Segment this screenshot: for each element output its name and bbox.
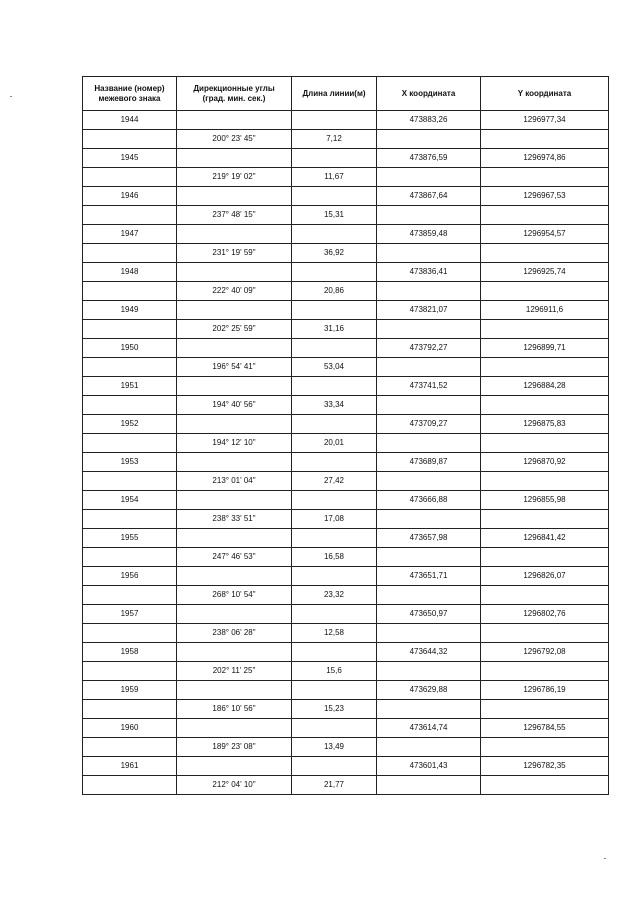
empty-cell xyxy=(177,339,292,358)
empty-cell xyxy=(377,738,481,757)
x-coordinate: 473709,27 xyxy=(377,415,481,434)
empty-cell xyxy=(177,529,292,548)
line-length: 15,31 xyxy=(292,206,377,225)
empty-cell xyxy=(481,244,609,263)
x-coordinate: 473792,27 xyxy=(377,339,481,358)
header-line-length: Длина линии(м) xyxy=(292,77,377,111)
point-row xyxy=(83,111,609,130)
point-row xyxy=(83,415,609,434)
empty-cell xyxy=(292,111,377,130)
x-coordinate: 473821,07 xyxy=(377,301,481,320)
y-coordinate: 1296855,98 xyxy=(481,491,609,510)
line-length: 33,34 xyxy=(292,396,377,415)
point-name: 1960 xyxy=(83,719,177,738)
empty-cell xyxy=(377,586,481,605)
empty-cell xyxy=(481,396,609,415)
empty-cell xyxy=(177,453,292,472)
empty-cell xyxy=(83,662,177,681)
point-row xyxy=(83,339,609,358)
point-row xyxy=(83,567,609,586)
point-row xyxy=(83,529,609,548)
y-coordinate: 1296875,83 xyxy=(481,415,609,434)
direction-angle: 212° 04' 10" xyxy=(177,776,292,795)
empty-cell xyxy=(292,453,377,472)
empty-cell xyxy=(177,757,292,776)
empty-cell xyxy=(481,548,609,567)
empty-cell xyxy=(292,149,377,168)
point-name: 1947 xyxy=(83,225,177,244)
point-row xyxy=(83,187,609,206)
direction-angle: 237° 48' 15" xyxy=(177,206,292,225)
point-row xyxy=(83,491,609,510)
empty-cell xyxy=(83,396,177,415)
empty-cell xyxy=(377,548,481,567)
line-length: 53,04 xyxy=(292,358,377,377)
x-coordinate: 473741,52 xyxy=(377,377,481,396)
header-x-coordinate: X координата xyxy=(377,77,481,111)
line-length: 21,77 xyxy=(292,776,377,795)
empty-cell xyxy=(83,510,177,529)
empty-cell xyxy=(292,415,377,434)
scan-mark xyxy=(10,96,12,97)
empty-cell xyxy=(292,377,377,396)
empty-cell xyxy=(177,301,292,320)
point-row xyxy=(83,605,609,624)
segment-row xyxy=(83,738,609,757)
segment-row xyxy=(83,586,609,605)
segment-row xyxy=(83,472,609,491)
empty-cell xyxy=(177,377,292,396)
empty-cell xyxy=(292,681,377,700)
line-length: 7,12 xyxy=(292,130,377,149)
x-coordinate: 473836,41 xyxy=(377,263,481,282)
y-coordinate: 1296899,71 xyxy=(481,339,609,358)
direction-angle: 213° 01' 04" xyxy=(177,472,292,491)
empty-cell xyxy=(83,586,177,605)
segment-row xyxy=(83,434,609,453)
empty-cell xyxy=(292,187,377,206)
y-coordinate: 1296782,35 xyxy=(481,757,609,776)
segment-row xyxy=(83,282,609,301)
direction-angle: 202° 11' 25" xyxy=(177,662,292,681)
point-name: 1952 xyxy=(83,415,177,434)
point-name: 1950 xyxy=(83,339,177,358)
empty-cell xyxy=(83,624,177,643)
direction-angle: 202° 25' 59" xyxy=(177,320,292,339)
empty-cell xyxy=(481,472,609,491)
x-coordinate: 473651,71 xyxy=(377,567,481,586)
empty-cell xyxy=(177,111,292,130)
line-length: 23,32 xyxy=(292,586,377,605)
direction-angle: 222° 40' 09" xyxy=(177,282,292,301)
point-name: 1959 xyxy=(83,681,177,700)
empty-cell xyxy=(292,529,377,548)
empty-cell xyxy=(177,415,292,434)
empty-cell xyxy=(177,719,292,738)
empty-cell xyxy=(377,662,481,681)
empty-cell xyxy=(83,244,177,263)
table-body xyxy=(83,111,609,795)
empty-cell xyxy=(481,168,609,187)
empty-cell xyxy=(481,434,609,453)
segment-row xyxy=(83,358,609,377)
line-length: 27,42 xyxy=(292,472,377,491)
empty-cell xyxy=(377,472,481,491)
empty-cell xyxy=(83,548,177,567)
point-name: 1945 xyxy=(83,149,177,168)
point-name: 1948 xyxy=(83,263,177,282)
empty-cell xyxy=(481,738,609,757)
line-length: 36,92 xyxy=(292,244,377,263)
y-coordinate: 1296954,57 xyxy=(481,225,609,244)
empty-cell xyxy=(377,282,481,301)
point-row xyxy=(83,149,609,168)
empty-cell xyxy=(83,434,177,453)
point-row xyxy=(83,719,609,738)
empty-cell xyxy=(83,700,177,719)
line-length: 15,6 xyxy=(292,662,377,681)
line-length: 15,23 xyxy=(292,700,377,719)
line-length: 17,08 xyxy=(292,510,377,529)
x-coordinate: 473601,43 xyxy=(377,757,481,776)
empty-cell xyxy=(83,358,177,377)
empty-cell xyxy=(377,320,481,339)
empty-cell xyxy=(481,776,609,795)
x-coordinate: 473689,87 xyxy=(377,453,481,472)
empty-cell xyxy=(83,130,177,149)
segment-row xyxy=(83,662,609,681)
point-row xyxy=(83,643,609,662)
segment-row xyxy=(83,776,609,795)
empty-cell xyxy=(292,339,377,358)
direction-angle: 238° 33' 51" xyxy=(177,510,292,529)
header-direction-angle: Дирекционные углы (град. мин. сек.) xyxy=(177,77,292,111)
y-coordinate: 1296870,92 xyxy=(481,453,609,472)
direction-angle: 186° 10' 56" xyxy=(177,700,292,719)
empty-cell xyxy=(481,130,609,149)
direction-angle: 268° 10' 54" xyxy=(177,586,292,605)
empty-cell xyxy=(177,681,292,700)
point-row xyxy=(83,225,609,244)
y-coordinate: 1296967,53 xyxy=(481,187,609,206)
y-coordinate: 1296826,07 xyxy=(481,567,609,586)
y-coordinate: 1296802,76 xyxy=(481,605,609,624)
segment-row xyxy=(83,320,609,339)
y-coordinate: 1296792,08 xyxy=(481,643,609,662)
empty-cell xyxy=(83,206,177,225)
line-length: 13,49 xyxy=(292,738,377,757)
point-name: 1957 xyxy=(83,605,177,624)
empty-cell xyxy=(377,358,481,377)
empty-cell xyxy=(377,700,481,719)
empty-cell xyxy=(377,624,481,643)
empty-cell xyxy=(481,586,609,605)
empty-cell xyxy=(177,567,292,586)
empty-cell xyxy=(83,738,177,757)
empty-cell xyxy=(377,130,481,149)
scan-mark xyxy=(604,858,606,859)
segment-row xyxy=(83,396,609,415)
direction-angle: 189° 23' 08" xyxy=(177,738,292,757)
y-coordinate: 1296884,28 xyxy=(481,377,609,396)
segment-row xyxy=(83,700,609,719)
segment-row xyxy=(83,130,609,149)
direction-angle: 194° 40' 56" xyxy=(177,396,292,415)
empty-cell xyxy=(377,434,481,453)
empty-cell xyxy=(377,510,481,529)
point-row xyxy=(83,453,609,472)
x-coordinate: 473650,97 xyxy=(377,605,481,624)
empty-cell xyxy=(292,491,377,510)
x-coordinate: 473876,59 xyxy=(377,149,481,168)
x-coordinate: 473657,98 xyxy=(377,529,481,548)
y-coordinate: 1296974,86 xyxy=(481,149,609,168)
empty-cell xyxy=(481,624,609,643)
empty-cell xyxy=(377,168,481,187)
empty-cell xyxy=(292,643,377,662)
empty-cell xyxy=(292,301,377,320)
direction-angle: 247° 46' 53" xyxy=(177,548,292,567)
empty-cell xyxy=(177,605,292,624)
empty-cell xyxy=(177,643,292,662)
header-row xyxy=(83,77,609,111)
line-length: 20,86 xyxy=(292,282,377,301)
x-coordinate: 473629,88 xyxy=(377,681,481,700)
empty-cell xyxy=(292,225,377,244)
empty-cell xyxy=(481,206,609,225)
empty-cell xyxy=(377,396,481,415)
empty-cell xyxy=(481,320,609,339)
line-length: 16,58 xyxy=(292,548,377,567)
segment-row xyxy=(83,548,609,567)
point-name: 1961 xyxy=(83,757,177,776)
header-y-coordinate: Y координата xyxy=(481,77,609,111)
empty-cell xyxy=(177,225,292,244)
y-coordinate: 1296911,6 xyxy=(481,301,609,320)
direction-angle: 219° 19' 02" xyxy=(177,168,292,187)
empty-cell xyxy=(292,757,377,776)
x-coordinate: 473644,32 xyxy=(377,643,481,662)
header-point-name: Название (номер) межевого знака xyxy=(83,77,177,111)
segment-row xyxy=(83,244,609,263)
direction-angle: 194° 12' 10" xyxy=(177,434,292,453)
point-name: 1955 xyxy=(83,529,177,548)
coordinates-table xyxy=(82,76,609,795)
segment-row xyxy=(83,624,609,643)
point-row xyxy=(83,377,609,396)
x-coordinate: 473859,48 xyxy=(377,225,481,244)
empty-cell xyxy=(177,187,292,206)
point-name: 1949 xyxy=(83,301,177,320)
point-name: 1954 xyxy=(83,491,177,510)
direction-angle: 196° 54' 41" xyxy=(177,358,292,377)
y-coordinate: 1296977,34 xyxy=(481,111,609,130)
x-coordinate: 473614,74 xyxy=(377,719,481,738)
x-coordinate: 473867,64 xyxy=(377,187,481,206)
point-row xyxy=(83,681,609,700)
empty-cell xyxy=(177,263,292,282)
y-coordinate: 1296786,19 xyxy=(481,681,609,700)
direction-angle: 200° 23' 45" xyxy=(177,130,292,149)
empty-cell xyxy=(292,605,377,624)
point-name: 1956 xyxy=(83,567,177,586)
line-length: 12,58 xyxy=(292,624,377,643)
point-name: 1951 xyxy=(83,377,177,396)
empty-cell xyxy=(292,567,377,586)
line-length: 11,67 xyxy=(292,168,377,187)
empty-cell xyxy=(83,282,177,301)
point-name: 1944 xyxy=(83,111,177,130)
y-coordinate: 1296925,74 xyxy=(481,263,609,282)
empty-cell xyxy=(83,168,177,187)
empty-cell xyxy=(481,358,609,377)
empty-cell xyxy=(83,472,177,491)
empty-cell xyxy=(377,776,481,795)
empty-cell xyxy=(83,776,177,795)
point-row xyxy=(83,263,609,282)
x-coordinate: 473883,26 xyxy=(377,111,481,130)
empty-cell xyxy=(481,282,609,301)
point-name: 1946 xyxy=(83,187,177,206)
point-row xyxy=(83,757,609,776)
segment-row xyxy=(83,510,609,529)
y-coordinate: 1296784,55 xyxy=(481,719,609,738)
direction-angle: 238° 06' 28" xyxy=(177,624,292,643)
point-name: 1958 xyxy=(83,643,177,662)
empty-cell xyxy=(377,206,481,225)
point-name: 1953 xyxy=(83,453,177,472)
empty-cell xyxy=(377,244,481,263)
point-row xyxy=(83,301,609,320)
empty-cell xyxy=(83,320,177,339)
empty-cell xyxy=(177,491,292,510)
x-coordinate: 473666,88 xyxy=(377,491,481,510)
line-length: 31,16 xyxy=(292,320,377,339)
y-coordinate: 1296841,42 xyxy=(481,529,609,548)
empty-cell xyxy=(177,149,292,168)
empty-cell xyxy=(481,700,609,719)
segment-row xyxy=(83,168,609,187)
direction-angle: 231° 19' 59" xyxy=(177,244,292,263)
empty-cell xyxy=(292,719,377,738)
empty-cell xyxy=(292,263,377,282)
segment-row xyxy=(83,206,609,225)
empty-cell xyxy=(481,662,609,681)
line-length: 20,01 xyxy=(292,434,377,453)
empty-cell xyxy=(481,510,609,529)
